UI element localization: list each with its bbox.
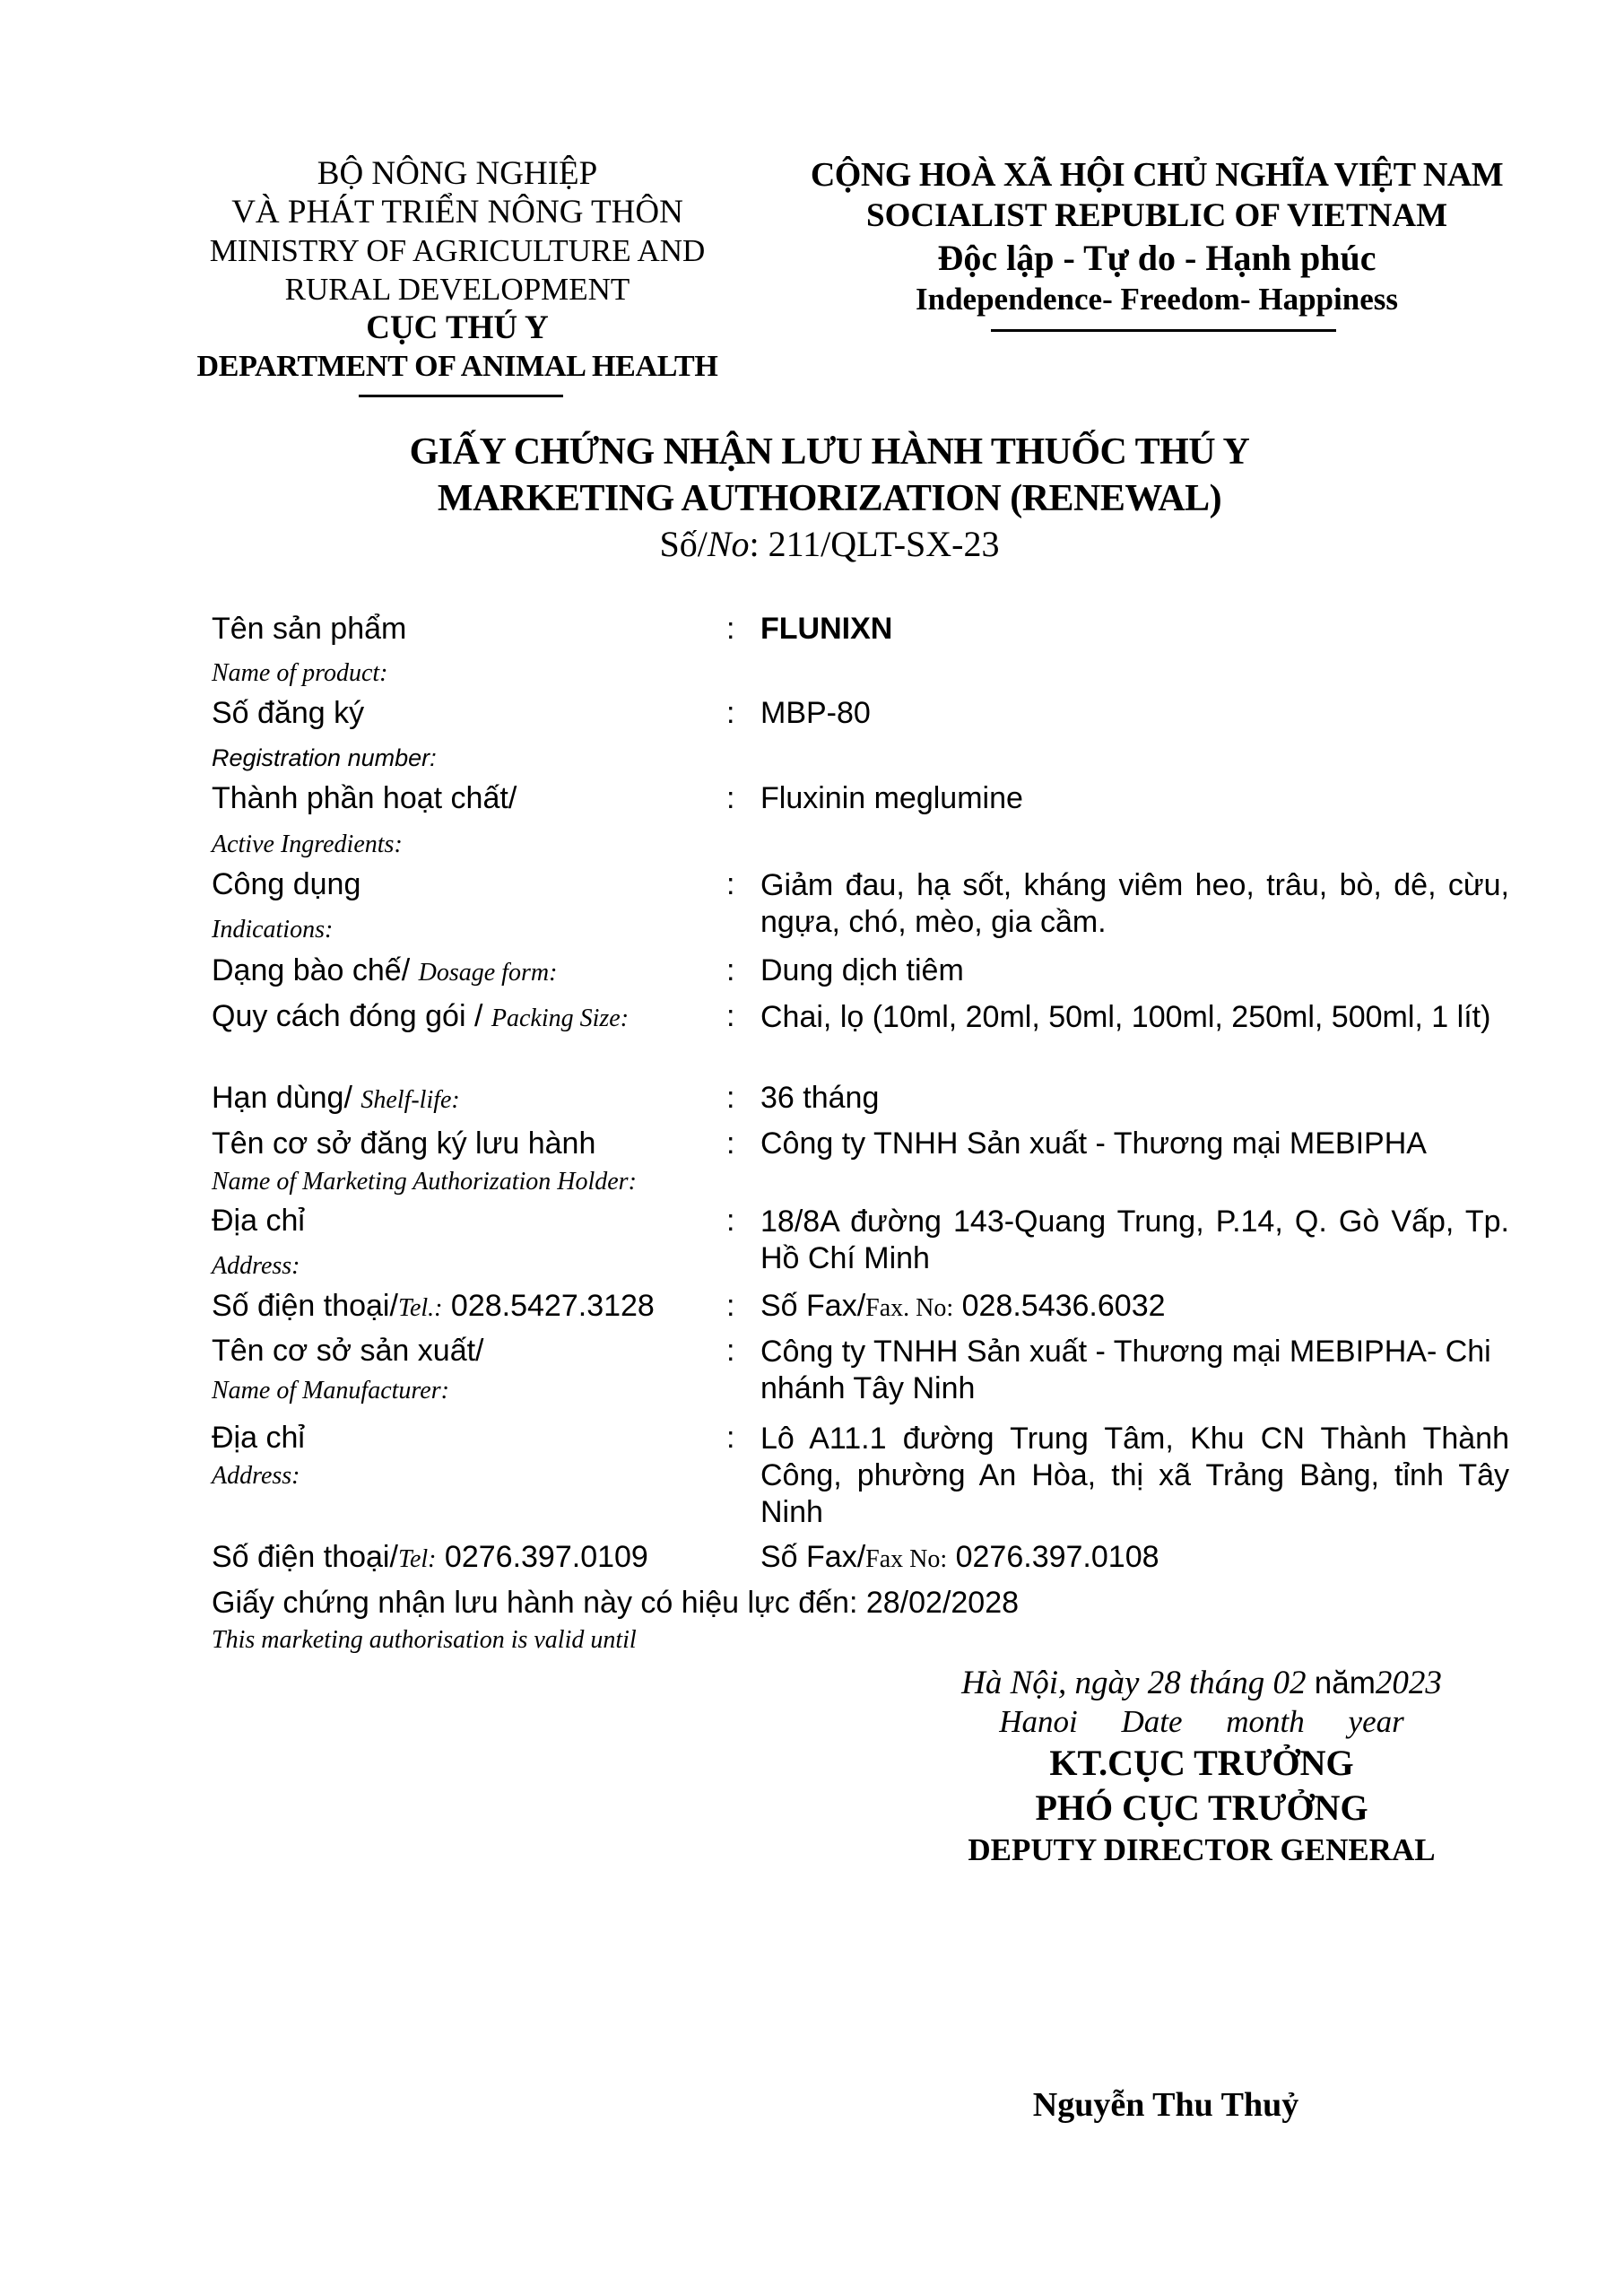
- field-colon: :: [726, 1126, 735, 1161]
- issue-date-en: Hanoi Date month year: [999, 1704, 1404, 1739]
- field-label-en-dosage-form: Dosage form:: [418, 959, 558, 987]
- field-label-en-validity: This marketing authorisation is valid until: [212, 1626, 637, 1654]
- field-label-vn-mah-phone: Số điện thoại/: [212, 1289, 398, 1323]
- field-value-shelf-life: 36 tháng: [760, 1081, 880, 1115]
- field-value-packing-size: Chai, lọ (10ml, 20ml, 50ml, 100ml, 250ml, 500ml, 1 lít): [760, 1000, 1491, 1034]
- field-value-manufacturer-phone: 0276.397.0109: [436, 1540, 648, 1574]
- ministry-name-vn-line1: BỘ NÔNG NGHIỆP: [317, 155, 598, 192]
- issuing-authority-block: [135, 154, 780, 386]
- field-value-registration-number: MBP-80: [760, 696, 871, 730]
- field-label-vn-validity: Giấy chứng nhận lưu hành này có hiệu lực đến:: [212, 1586, 866, 1620]
- issue-date-year-word: năm: [1314, 1665, 1376, 1700]
- department-name-vn: CỤC THÚ Y: [366, 309, 549, 346]
- motto-vn: Độc lập - Tự do - Hạnh phúc: [937, 238, 1376, 278]
- signature-block: [897, 1664, 1507, 1870]
- field-label-vn-packing-size: Quy cách đóng gói /: [212, 999, 491, 1033]
- field-value-mah-address: 18/8A đường 143-Quang Trung, P.14, Q. Gò Vấp, Tp. Hồ Chí Minh: [760, 1205, 1509, 1275]
- header-right-divider: [991, 329, 1336, 332]
- field-label-en-indications: Indications:: [212, 916, 334, 944]
- field-value-dosage-form: Dung dịch tiêm: [760, 953, 964, 987]
- field-colon: :: [726, 1421, 735, 1455]
- field-label-en-packing-size: Packing Size:: [491, 1004, 630, 1032]
- signatory-title-en: DEPUTY DIRECTOR GENERAL: [968, 1832, 1436, 1867]
- field-label-dosage-form: [212, 953, 557, 988]
- field-colon: :: [726, 781, 735, 815]
- field-label-en-active-ingredients: Active Ingredients:: [212, 831, 403, 858]
- issue-date-year: 2023: [1375, 1665, 1442, 1701]
- field-label-active-ingredients: Thành phần hoạt chất/: [212, 781, 517, 815]
- field-label-en-manufacturer-address: Address:: [212, 1462, 300, 1490]
- field-label-en-registration-number: Registration number:: [212, 744, 437, 771]
- field-manufacturer-phone: [212, 1540, 648, 1575]
- issue-date-place: Hà Nội, ngày 28 tháng 02: [961, 1665, 1315, 1701]
- signatory-title-line2: PHÓ CỤC TRƯỞNG: [1035, 1787, 1368, 1828]
- field-label-en-manufacturer-fax: Fax No:: [865, 1545, 948, 1573]
- field-label-vn-manufacturer-fax: Số Fax/: [760, 1540, 866, 1574]
- field-manufacturer-fax: [760, 1540, 1159, 1575]
- field-mah-phone: [212, 1289, 655, 1324]
- field-label-manufacturer-address: Địa chỉ: [212, 1421, 305, 1455]
- field-colon: :: [726, 953, 735, 987]
- field-value-manufacturer-name: Công ty TNHH Sản xuất - Thương mại MEBIPHA- Chi nhánh Tây Ninh: [760, 1335, 1491, 1405]
- field-label-en-manufacturer-name: Name of Manufacturer:: [212, 1377, 449, 1405]
- ministry-name-en-line2: RURAL DEVELOPMENT: [284, 272, 630, 307]
- field-validity: [212, 1586, 1019, 1621]
- document-title-vn: GIẤY CHỨNG NHẬN LƯU HÀNH THUỐC THÚ Y: [409, 431, 1250, 473]
- field-colon: :: [726, 1204, 735, 1238]
- field-label-indications: Công dụng: [212, 867, 361, 901]
- field-mah-fax: [760, 1289, 1166, 1324]
- field-value-indications: Giảm đau, hạ sốt, kháng viêm heo, trâu, bò, dê, cừu, ngựa, chó, mèo, gia cầm.: [760, 868, 1509, 939]
- field-label-en-manufacturer-phone: Tel:: [397, 1545, 437, 1573]
- signatory-title-line1: KT.CỤC TRƯỞNG: [1049, 1743, 1354, 1783]
- field-label-registration-number: Số đăng ký: [212, 696, 365, 730]
- national-motto-block: [780, 154, 1533, 319]
- field-value-product-name: FLUNIXN: [760, 612, 893, 646]
- field-colon: :: [726, 1081, 735, 1115]
- field-label-vn-dosage-form: Dạng bào chế/: [212, 953, 419, 987]
- field-label-shelf-life: [212, 1081, 460, 1116]
- motto-en: Independence- Freedom- Happiness: [916, 282, 1398, 317]
- field-label-product-name: Tên sản phẩm: [212, 612, 407, 646]
- field-label-en-mah-address: Address:: [212, 1252, 300, 1280]
- ministry-name-en-line1: MINISTRY OF AGRICULTURE AND: [209, 233, 706, 268]
- field-label-mah-name: Tên cơ sở đăng ký lưu hành: [212, 1126, 596, 1161]
- field-label-packing-size: [212, 999, 629, 1034]
- document-title-block: [179, 429, 1480, 567]
- field-label-manufacturer-name: Tên cơ sở sản xuất/: [212, 1334, 484, 1368]
- country-name-en: SOCIALIST REPUBLIC OF VIETNAM: [866, 197, 1447, 234]
- field-value-mah-name: Công ty TNHH Sản xuất - Thương mại MEBIPHA: [760, 1126, 1427, 1161]
- field-label-en-product-name: Name of product:: [212, 659, 388, 687]
- field-value-manufacturer-address: Lô A11.1 đường Trung Tâm, Khu CN Thành Thành Công, phường An Hòa, thị xã Trảng Bàng, tỉnh Tây Ninh: [760, 1422, 1509, 1529]
- document-number-label-en: No: [707, 524, 750, 564]
- field-colon: :: [726, 696, 735, 730]
- field-colon: :: [726, 1334, 735, 1368]
- field-label-en-mah-fax: Fax. No:: [865, 1294, 954, 1322]
- field-value-active-ingredients: Fluxinin meglumine: [760, 781, 1023, 815]
- field-colon: :: [726, 612, 735, 646]
- country-name-vn: CỘNG HOÀ XÃ HỘI CHỦ NGHĨA VIỆT NAM: [810, 156, 1504, 194]
- field-colon: :: [726, 999, 735, 1033]
- field-label-vn-shelf-life: Hạn dùng/: [212, 1081, 361, 1115]
- field-colon: :: [726, 867, 735, 901]
- header-left-divider: [359, 395, 563, 397]
- field-label-vn-manufacturer-phone: Số điện thoại/: [212, 1540, 398, 1574]
- signatory-name: Nguyễn Thu Thuỷ: [1032, 2086, 1299, 2124]
- field-value-mah-phone: 028.5427.3128: [442, 1289, 655, 1323]
- document-title-en: MARKETING AUTHORIZATION (RENEWAL): [437, 478, 1222, 519]
- issue-date-vn: [897, 1664, 1507, 1703]
- field-colon: :: [726, 1289, 735, 1323]
- field-label-en-mah-phone: Tel.:: [397, 1294, 443, 1322]
- field-label-mah-address: Địa chỉ: [212, 1204, 305, 1238]
- field-value-manufacturer-fax: 0276.397.0108: [947, 1540, 1159, 1574]
- document-number-label-vn: Số/: [659, 524, 708, 564]
- field-label-en-shelf-life: Shelf-life:: [360, 1086, 460, 1114]
- field-value-mah-fax: 028.5436.6032: [953, 1289, 1166, 1323]
- document-number-value: : 211/QLT-SX-23: [749, 524, 1000, 564]
- document-number: [179, 522, 1480, 567]
- field-value-validity: 28/02/2028: [865, 1586, 1020, 1620]
- field-label-vn-mah-fax: Số Fax/: [760, 1289, 866, 1323]
- field-label-en-mah-name: Name of Marketing Authorization Holder:: [212, 1168, 637, 1196]
- ministry-name-vn-line2: VÀ PHÁT TRIỂN NÔNG THÔN: [231, 194, 683, 230]
- department-name-en: DEPARTMENT OF ANIMAL HEALTH: [196, 350, 718, 383]
